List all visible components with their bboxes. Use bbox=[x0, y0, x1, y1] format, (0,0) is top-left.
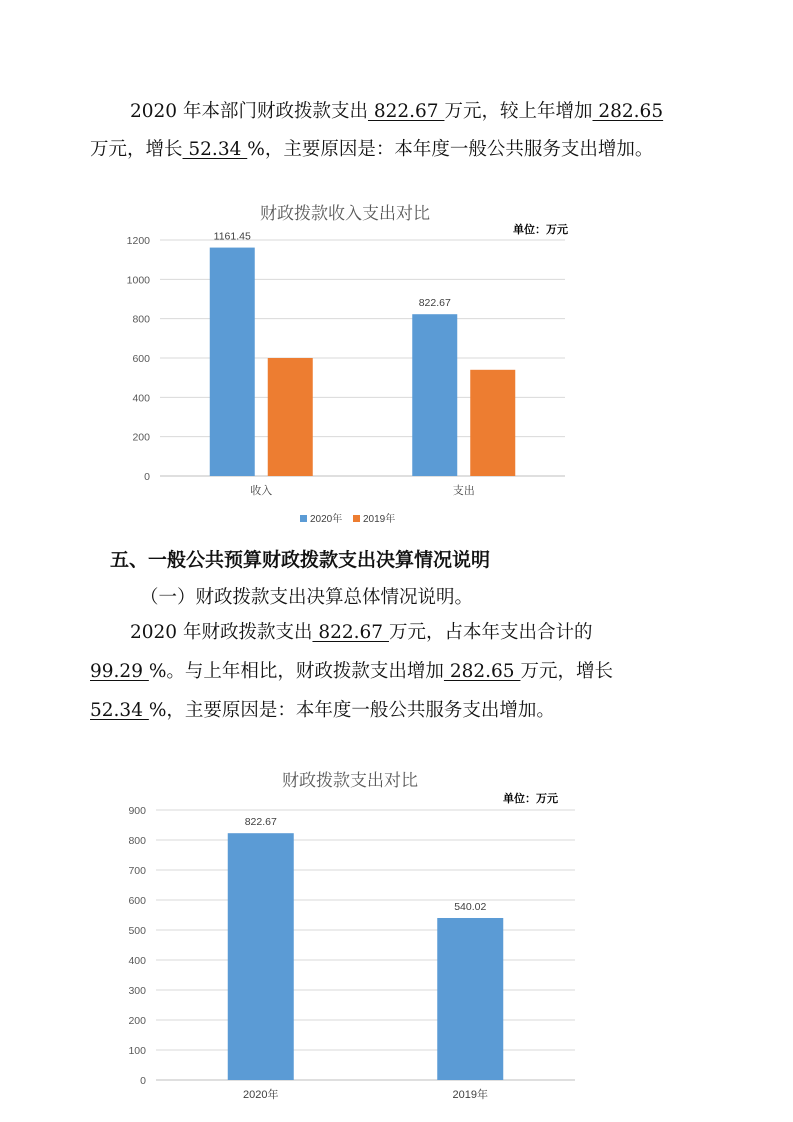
text: 万元，增长 bbox=[90, 139, 183, 160]
y-tick-label: 0 bbox=[140, 1075, 146, 1087]
unit-label: 单位：万元 bbox=[513, 224, 568, 236]
underlined-value: 822.67 bbox=[312, 622, 389, 643]
bar bbox=[470, 370, 515, 476]
data-label: 540.02 bbox=[454, 900, 487, 913]
legend-label: 2019年 bbox=[363, 514, 396, 525]
y-tick-label: 400 bbox=[128, 955, 146, 967]
y-tick-label: 700 bbox=[128, 865, 146, 877]
x-tick-label: 收入 bbox=[250, 485, 273, 497]
bar bbox=[437, 918, 503, 1080]
x-tick-label: 2019年 bbox=[452, 1089, 488, 1101]
chart-title: 财政拨款支出对比 bbox=[282, 771, 418, 790]
paragraph-1-line-2 bbox=[90, 130, 730, 170]
section-heading: 五、一般公共预算财政拨款支出决算情况说明 bbox=[110, 549, 491, 571]
y-tick-label: 100 bbox=[128, 1045, 146, 1057]
x-tick-label: 2020年 bbox=[243, 1089, 279, 1101]
text: 万元，增长 bbox=[520, 661, 613, 682]
y-tick-label: 200 bbox=[128, 1015, 146, 1027]
y-tick-label: 800 bbox=[128, 835, 146, 847]
bar bbox=[228, 833, 294, 1080]
bar bbox=[412, 314, 457, 476]
y-tick-label: 800 bbox=[132, 313, 150, 326]
x-tick-label: 支出 bbox=[452, 485, 475, 497]
underlined-value: 282.65 bbox=[592, 101, 664, 122]
data-label: 822.67 bbox=[244, 816, 277, 829]
y-tick-label: 400 bbox=[132, 392, 150, 405]
underlined-value: 822.67 bbox=[367, 101, 445, 122]
y-tick-label: 1000 bbox=[126, 274, 150, 287]
y-tick-label: 900 bbox=[128, 805, 146, 817]
underlined-value: 99.29 bbox=[90, 661, 149, 682]
underlined-value: 282.65 bbox=[443, 661, 521, 682]
paragraph-1-line-1 bbox=[90, 92, 730, 132]
y-tick-label: 500 bbox=[128, 925, 146, 937]
y-tick-label: 600 bbox=[132, 353, 150, 365]
text: 2020 年财政拨款支出 bbox=[130, 622, 313, 643]
text: 万元，占本年支出合计的 bbox=[388, 622, 593, 643]
text: 万元，较上年增加 bbox=[444, 101, 593, 122]
chart-title: 财政拨款收入支出对比 bbox=[260, 204, 430, 223]
subsection-heading: （一）财政拨款支出决算总体情况说明。 bbox=[140, 587, 474, 608]
y-tick-label: 600 bbox=[128, 895, 146, 907]
y-tick-label: 1200 bbox=[126, 235, 150, 247]
legend-swatch bbox=[353, 515, 360, 522]
bar bbox=[268, 358, 313, 476]
y-tick-label: 200 bbox=[132, 431, 150, 444]
text: %，主要原因是：本年度一般公共服务支出增加。 bbox=[247, 139, 654, 160]
legend-swatch bbox=[300, 515, 307, 522]
paragraph-2-line-3 bbox=[90, 691, 730, 731]
paragraph-2-line-1 bbox=[90, 613, 730, 653]
income-expense-chart bbox=[100, 190, 590, 535]
text: 2020 年本部门财政拨款支出 bbox=[130, 101, 368, 122]
underlined-value: 52.34 bbox=[90, 700, 149, 721]
data-label: 822.67 bbox=[418, 297, 451, 310]
bar bbox=[210, 248, 255, 476]
paragraph-2-line-2 bbox=[90, 652, 730, 692]
legend-label: 2020年 bbox=[310, 514, 343, 525]
expense-comparison-chart bbox=[100, 760, 600, 1110]
y-tick-label: 300 bbox=[128, 985, 146, 997]
text: %，主要原因是：本年度一般公共服务支出增加。 bbox=[148, 700, 555, 721]
y-tick-label: 0 bbox=[144, 471, 150, 483]
data-label: 1161.45 bbox=[213, 230, 251, 243]
unit-label: 单位：万元 bbox=[503, 793, 558, 805]
text: %。与上年相比，财政拨款支出增加 bbox=[148, 661, 444, 682]
underlined-value: 52.34 bbox=[182, 139, 248, 160]
